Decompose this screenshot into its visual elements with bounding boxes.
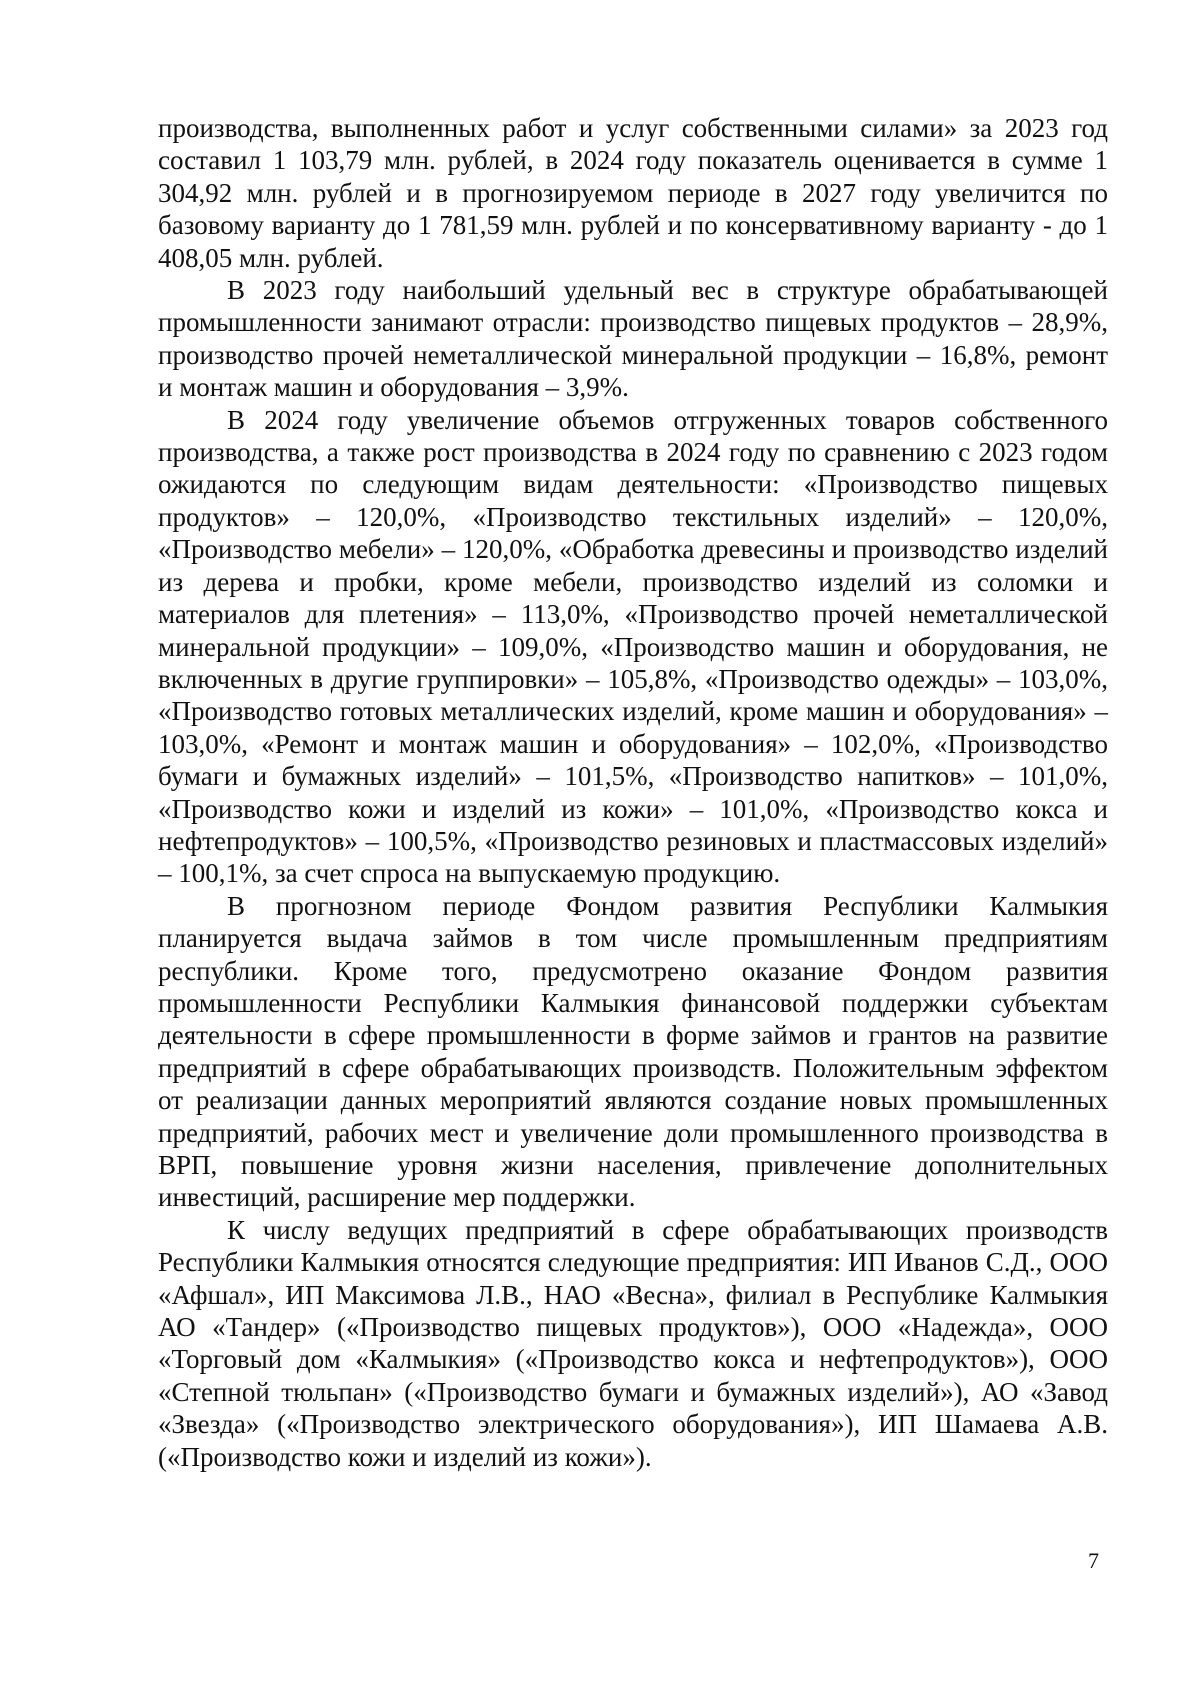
paragraph-production-volume: производства, выполненных работ и услуг собственными силами» за 2023 год составил 1 103,79 млн. рублей, в 2024 году показатель оценивается в сумме 1 304,92 млн. рублей и в прогнозируемом периоде в 2027 году увеличится по базовому варианту до 1 781,59 млн. рублей и по консервативному варианту - до 1 408,05 млн. рублей.	[158, 113, 1108, 273]
paragraph-leading-enterprises: К числу ведущих предприятий в сфере обрабатывающих производств Республики Калмыкия относятся следующие предприятия: ИП Иванов С.Д., ООО «Афшал», ИП Максимова Л.В., НАО «Весна», филиал в Республике Калмыкия АО «Тандер» («Производство пищевых продуктов»), ООО «Надежда», ООО «Торговый дом «Калмыкия» («Производство кокса и нефтепродуктов»), ООО «Степной тюльпан» («Производство бумаги и бумажных изделий»), АО «Завод «Звезда» («Производство электрического оборудования»), ИП Шамаева А.В. («Производство кожи и изделий из кожи»).	[158, 1214, 1108, 1472]
paragraph-development-fund: В прогнозном периоде Фондом развития Республики Калмыкия планируется выдача займов в том числе промышленным предприятиям республики. Кроме того, предусмотрено оказание Фондом развития промышленности Республики Калмыкия финансовой поддержки субъектам деятельности в сфере промышленности в форме займов и грантов на развитие предприятий в сфере обрабатывающих производств. Положительным эффектом от реализации данных мероприятий являются создание новых промышленных предприятий, рабочих мест и увеличение доли промышленного производства в ВРП, повышение уровня жизни населения, привлечение дополнительных инвестиций, расширение мер поддержки.	[158, 890, 1108, 1213]
document-body	[158, 112, 1108, 1473]
paragraph-growth-by-activity: В 2024 году увеличение объемов отгруженных товаров собственного производства, а также рост производства в 2024 году по сравнению с 2023 годом ожидаются по следующим видам деятельности: «Производство пищевых продуктов» – 120,0%, «Производство текстильных изделий» – 120,0%, «Производство мебели» – 120,0%, «Обработка древесины и производство изделий из дерева и пробки, кроме мебели, производство изделий из соломки и материалов для плетения» – 113,0%, «Производство прочей неметаллической минеральной продукции» – 109,0%, «Производство машин и оборудования, не включенных в другие группировки» – 105,8%, «Производство одежды» – 103,0%, «Производство готовых металлических изделий, кроме машин и оборудования» – 103,0%, «Ремонт и монтаж машин и оборудования» – 102,0%, «Производство бумаги и бумажных изделий» – 101,5%, «Производство напитков» – 101,0%, «Производство кожи и изделий из кожи» – 101,0%, «Производство кокса и нефтепродуктов» – 100,5%, «Производство резиновых и пластмассовых изделий» – 100,1%, за счет спроса на выпускаемую продукцию.	[158, 404, 1108, 889]
page-number: 7	[1088, 1548, 1099, 1573]
paragraph-industry-structure: В 2023 году наибольший удельный вес в структуре обрабатывающей промышленности занимают отрасли: производство пищевых продуктов – 28,9%, производство прочей неметаллической минеральной продукции – 16,8%, ремонт и монтаж машин и оборудования – 3,9%.	[158, 275, 1108, 403]
